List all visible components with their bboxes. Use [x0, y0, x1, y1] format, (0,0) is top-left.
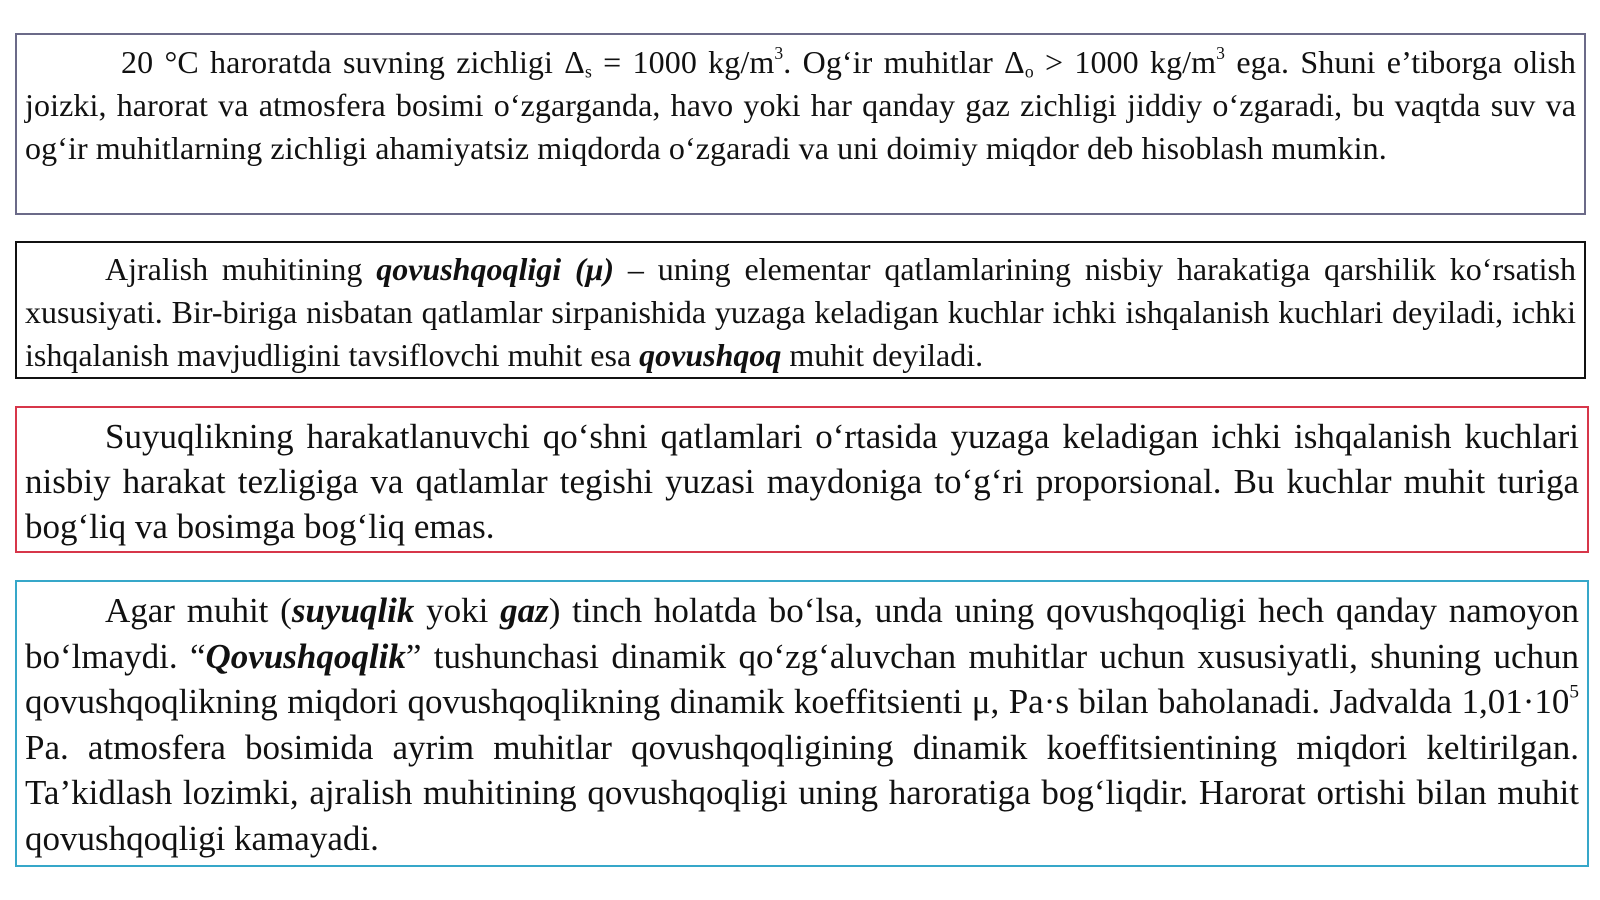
subscript-s: s: [584, 61, 592, 82]
text-run: = 1000 kg/m: [591, 44, 775, 80]
text-run: ) tinch holatda bo‘lsa, unda uning qovushqoqligi hech qanday namoyon bo‘lmaydi. “: [25, 591, 1579, 676]
superscript-3: 3: [774, 42, 784, 63]
viscosity-coefficient-box: [15, 580, 1589, 867]
superscript-3: 3: [1216, 42, 1226, 63]
term-liquid: suyuqlik: [291, 591, 415, 630]
term-gas: gaz: [500, 591, 549, 630]
term-viscosity: qovushqoqligi (μ): [376, 251, 615, 287]
text-run: ega. Shuni e’tiborga olish joizki, harorat va atmosfera bosimi o‘zgarganda, havo yoki har qanday gaz zichligi jiddiy o‘zgaradi, bu vaqtda suv va og‘ir muhitlarning zichligi ahamiyatsiz miqdorda o‘zgaradi va uni doimiy miqdor deb hisoblash mumkin.: [25, 44, 1577, 166]
superscript-5: 5: [1569, 681, 1579, 703]
text-run: yoki: [414, 591, 501, 630]
text-run: Pa. atmosfera bosimida ayrim muhitlar qovushqoqligining dinamik koeffitsientining miqdori keltirilgan. Ta’kidlash lozimki, ajralish muhitining qovushqoqligi uning haroratiga bog‘liqdir. Harorat ortishi bilan muhit qovushqoqligi kamayadi.: [25, 727, 1579, 858]
text-run: Agar muhit (: [105, 591, 292, 630]
text-run: – uning elementar qatlamlarining nisbiy harakatiga qarshilik ko‘rsatish xususiyati. Bir-biriga nisbatan qatlamlar sirpanishida yuzaga keladigan kuchlar ichki ishqalanish kuchlari deyiladi, ichki ishqalanish mavjudligini tavsiflovchi muhit esa: [25, 251, 1576, 373]
text-run: Ajralish muhitining: [105, 251, 377, 287]
text-run: muhit deyiladi.: [781, 337, 984, 373]
subscript-o: o: [1024, 61, 1034, 82]
text-run: > 1000 kg/m: [1033, 44, 1217, 80]
term-viscous: qovushqoq: [639, 337, 782, 373]
text-run: 20 °C haroratda suvning zichligi Δ: [121, 44, 585, 80]
density-paragraph-box: [15, 33, 1586, 215]
friction-forces-box: [15, 406, 1589, 553]
viscosity-definition-box: [15, 241, 1586, 379]
text-run: . Og‘ir muhitlar Δ: [783, 44, 1025, 80]
text-run: Suyuqlikning harakatlanuvchi qo‘shni qatlamlari o‘rtasida yuzaga keladigan ichki ishqalanish kuchlari nisbiy harakat tezligiga va qatlamlar tegishi yuzasi maydoniga to‘g‘ri proporsional. Bu kuchlar muhit turiga bog‘liq va bosimga bog‘liq emas.: [25, 417, 1579, 546]
term-viscosity-quoted: Qovushqoqlik: [205, 636, 406, 676]
text-run: ” tushunchasi dinamik qo‘zg‘aluvchan muhitlar uchun xususiyatli, shuning uchun qovushqoqlikning miqdori qovushqoqlikning dinamik koeffitsienti μ, Pa·s bilan baholanadi. Jadvalda 1,01·10: [25, 636, 1579, 721]
